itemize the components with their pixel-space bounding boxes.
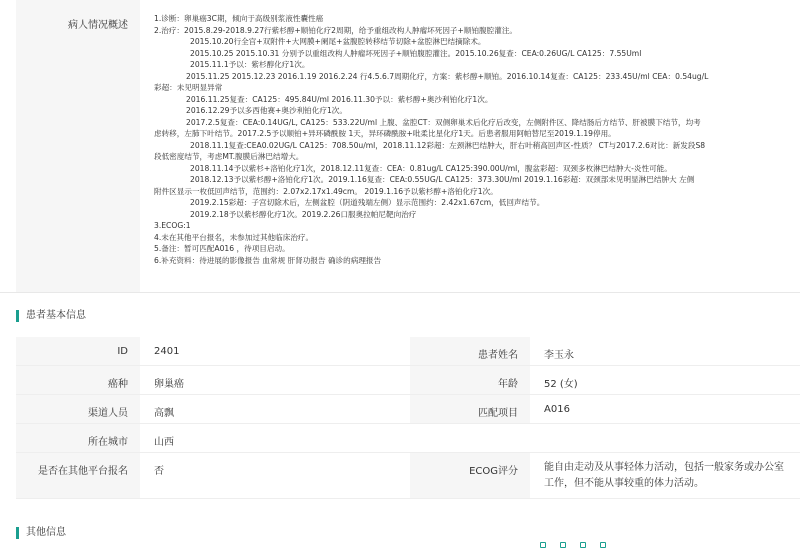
- other-info-title: 其他信息: [16, 526, 66, 540]
- overview-line: 2018.11.1复查:CEA0.02UG/L CA125：708.50u/ml，2018.11.12彩超：左颈淋巴结肿大，肝右叶稍高回声区-性质？ CT与2017.2.6对比：新发段S8: [190, 140, 706, 150]
- ecog-label-cell: [410, 453, 530, 498]
- overview-line: 4.未在其他平台报名，未参加过其他临床治疗。: [154, 232, 314, 242]
- match-value: A016: [544, 404, 570, 415]
- ecog-label: ECOG评分: [469, 466, 518, 477]
- overview-line: 附件区显示一枚低回声结节，范围约：2.07x2.17x1.49cm。 2019.1.16予以紫杉醇+洛铂化疗1次。: [154, 186, 498, 196]
- table-row: [16, 424, 800, 453]
- age-label-cell: [410, 366, 530, 394]
- overview-line: 2017.2.5复查：CEA:0.14UG/L, CA125：533.22U/ml 上腹、盆腔CT：双侧卵巢术后化疗后改变，左侧附件区、降结肠后方结节、肝被膜下结节，均考: [186, 117, 701, 127]
- overview-line: 2015.11.25 2015.12.23 2016.1.19 2016.2.24 行4.5.6.7周期化疗，方案：紫杉醇+顺铂。2016.10.14复查：CA125：233.45U/ml CEA：0.54ug/L: [186, 71, 709, 81]
- overview-line: 彩超：未见明显异常: [154, 83, 223, 92]
- cancer-value: 卵巢癌: [154, 379, 184, 390]
- section-divider: [0, 292, 800, 293]
- basic-info-table: [16, 337, 800, 499]
- cancer-label: 癌种: [108, 379, 128, 390]
- overview-label: 病人情况概述: [68, 20, 128, 31]
- match-label-cell: [410, 395, 530, 423]
- match-value-cell: [530, 395, 800, 423]
- basic-info-title: 患者基本信息: [16, 309, 86, 323]
- table-row: [16, 337, 800, 366]
- overview-line: 2015.10.25 2015.10.31 分别予以重组改构人肿瘤坏死因子+顺铂腹腔灌注。2015.10.26复查：CEA:0.26UG/L CA125：7.55Uml: [190, 48, 642, 58]
- overview-line: 2016.12.29予以多西他赛+奥沙利铂化疗1次。: [186, 106, 347, 115]
- table-row: [16, 395, 800, 424]
- id-value-cell: [140, 337, 410, 365]
- overview-line: 虑转移，左肺下叶结节。2017.2.5予以顺铂+异环磷酰胺 1天，异环磷酰胺+吡柔比星化疗1天。后患者服用阿帕替尼至2019.1.19停用。: [154, 129, 616, 138]
- other-platform-value-cell: [140, 453, 410, 498]
- other-platform-label: 是否在其他平台报名: [38, 466, 128, 477]
- ecog-value: 能自由走动及从事轻体力活动，包括一般家务或办公室工作，但不能从事较重的体力活动。: [544, 462, 784, 489]
- copy-icon[interactable]: [580, 542, 586, 548]
- cancer-value-cell: [140, 366, 410, 394]
- channel-value: 高飘: [154, 408, 174, 419]
- overview-line: 2016.11.25复查：CA125：495.84U/ml 2016.11.30予以：紫杉醇+奥沙利铂化疗1次。: [186, 94, 493, 104]
- overview-text: [154, 13, 790, 266]
- city-value: 山西: [154, 437, 174, 448]
- more-icon[interactable]: [600, 542, 606, 548]
- channel-value-cell: [140, 395, 410, 423]
- overview-line: 2018.11.14予以紫杉+洛铂化疗1次，2018.12.11复查：CEA：0.81ug/L CA125:390.00U/ml，腹盆彩超：双颈多枚淋巴结肿大-炎性可能。: [190, 163, 672, 173]
- cancer-label-cell: [16, 366, 140, 394]
- overview-line: 6.补充资料：待进展的影像报告 血常规 肝肾功报告 确诊的病理报告: [154, 255, 382, 265]
- table-row: [16, 453, 800, 499]
- name-label-cell: [410, 337, 530, 365]
- overview-line: 段低密度结节，考虑MT.腹膜后淋巴结增大。: [154, 152, 304, 161]
- overview-line: 5.备注：暂可匹配A016 ，待项目启动。: [154, 244, 290, 253]
- age-value: 52 (女): [544, 379, 578, 390]
- overview-line: 2.治疗：2015.8.29-2018.9.27行紫杉醇+顺铂化疗2周期，给予重组改构人肿瘤坏死因子+顺铂腹腔灌注。: [154, 25, 518, 35]
- city-label-cell: [16, 424, 140, 452]
- overview-line: 1.诊断：卵巢癌3C期，倾向于高级别浆液性囊性癌: [154, 14, 324, 23]
- overview-line: 3.ECOG:1: [154, 221, 191, 230]
- channel-label-cell: [16, 395, 140, 423]
- overview-line: 2019.2.18予以紫杉醇化疗1次。2019.2.26口服奥拉帕尼靶向治疗: [190, 209, 417, 219]
- share-icon[interactable]: [560, 542, 566, 548]
- channel-label: 渠道人员: [88, 408, 128, 419]
- overview-line: 2015.10.20行全宫+双附件+大网膜+阑尾+盆腹腔转移结节切除+盆腔淋巴结摘除术。: [190, 37, 486, 46]
- match-label: 匹配项目: [478, 408, 518, 419]
- table-row: [16, 366, 800, 395]
- other-platform-value: 否: [154, 466, 164, 477]
- overview-label-cell: [16, 0, 140, 292]
- overview-line: 2018.12.13予以紫杉醇+洛铂化疗1次。2019.1.16复查：CEA:0.55UG/L CA125：373.30U/ml 2019.1.16彩超：双颈部未见明显淋巴结肿大 左侧: [190, 175, 695, 184]
- edit-icon[interactable]: [540, 542, 546, 548]
- city-label: 所在城市: [88, 437, 128, 448]
- other-platform-label-cell: [16, 453, 140, 498]
- name-value: 李玉永: [544, 350, 574, 361]
- id-label-cell: [16, 337, 140, 365]
- age-value-cell: [530, 366, 800, 394]
- age-label: 年龄: [498, 379, 518, 390]
- bottom-toolbar-partial: [540, 541, 800, 548]
- overview-line: 2015.11.1予以：紫杉醇化疗1次。: [190, 60, 310, 69]
- id-value: 2401: [154, 346, 180, 357]
- name-value-cell: [530, 337, 800, 365]
- city-value-cell: [140, 424, 800, 452]
- ecog-value-cell: [530, 453, 800, 498]
- name-label: 患者姓名: [478, 350, 518, 361]
- overview-line: 2019.2.15彩超：子宫切除术后，左侧盆腔（阴道残端左侧）显示范围约：2.42x1.67cm，低回声结节。: [190, 198, 545, 207]
- id-label: ID: [117, 346, 128, 357]
